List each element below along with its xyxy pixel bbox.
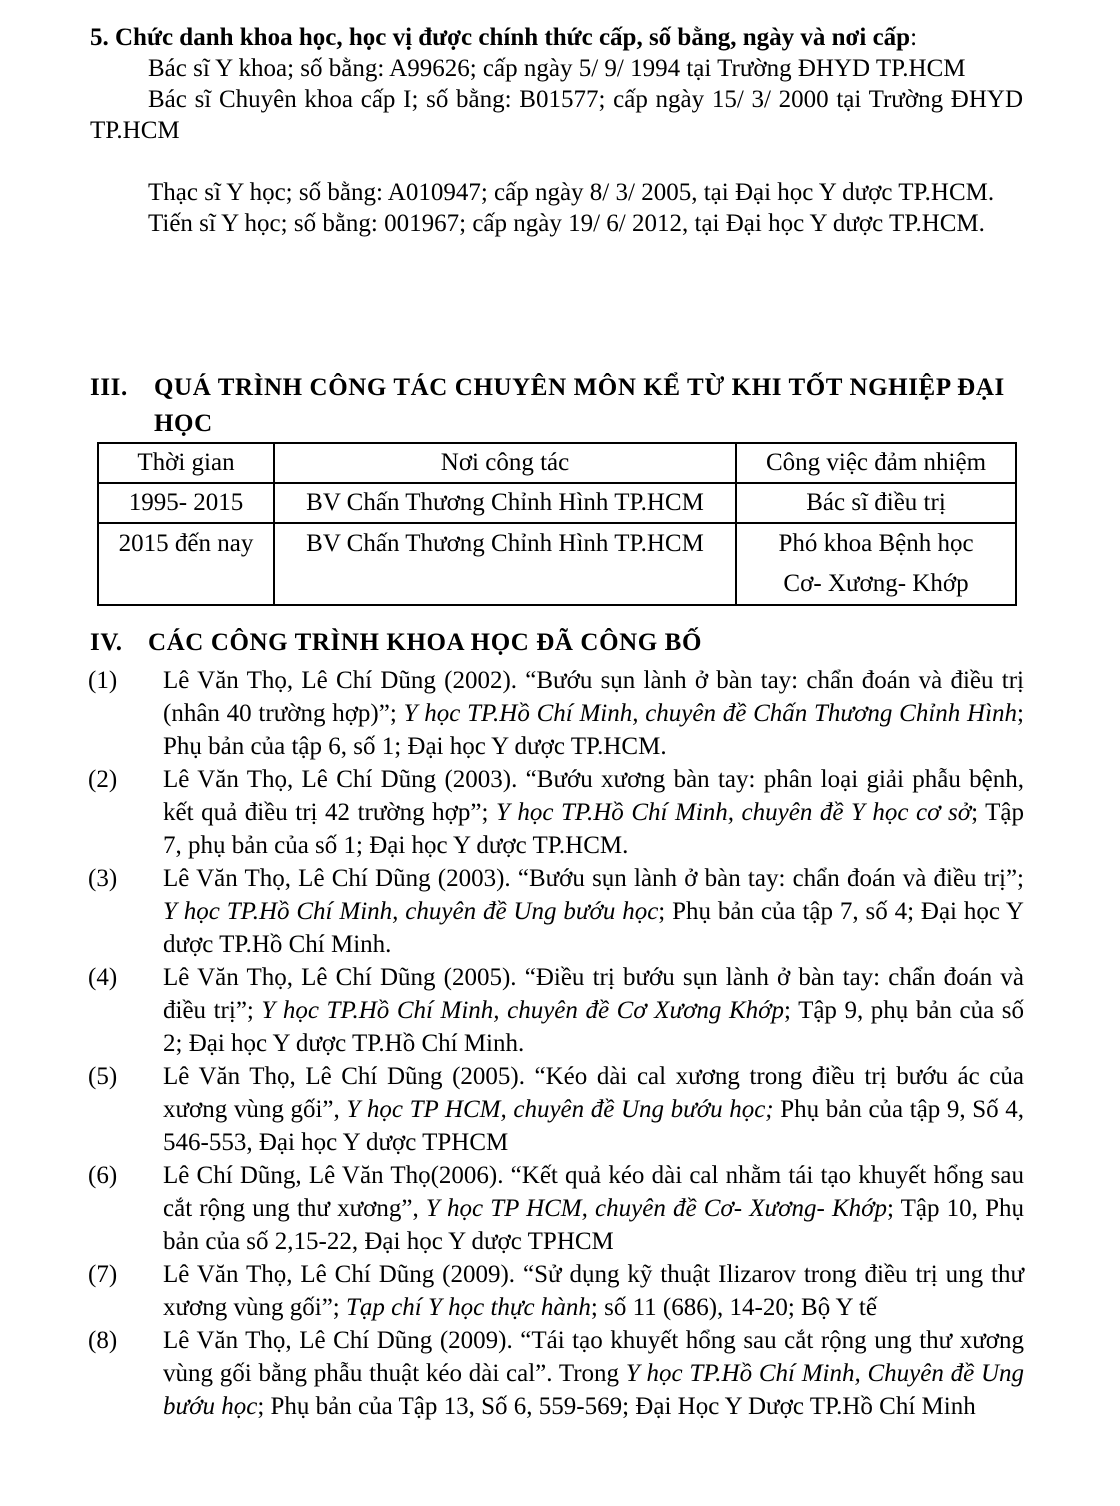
header-role: Công việc đảm nhiệm (736, 443, 1016, 483)
ref-authors-title: Lê Văn Thọ, Lê Chí Dũng (2005). “Kéo dài cal xương trong điều trị bướu ác của xương vùng gối”, (163, 1063, 1024, 1123)
ref-journal: Y học TP.Hồ Chí Minh, chuyên đề Chấn Thương Chỉnh Hình (403, 700, 1018, 727)
ref-details: ; số 11 (686), 14-20; Bộ Y tế (590, 1294, 877, 1321)
section-3-title: QUÁ TRÌNH CÔNG TÁC CHUYÊN MÔN KỂ TỪ KHI TỐT NGHIỆP ĐẠI HỌC (154, 374, 1005, 437)
ref-journal: Y học TP.Hồ Chí Minh, chuyên đề Y học cơ sở (495, 799, 972, 826)
cell-time: 2015 đến nay (98, 523, 274, 605)
list-item (88, 1060, 1024, 1159)
ref-text (163, 862, 1024, 961)
list-item (88, 961, 1024, 1060)
table-header-row (98, 443, 1016, 483)
ref-number: (5) (88, 1063, 118, 1090)
ref-authors-title: Lê Chí Dũng, Lê Văn Thọ(2006). “Kết quả kéo dài cal nhằm tái tạo khuyết hổng sau cắt rộng ung thư xương”, (163, 1162, 1024, 1222)
list-item (88, 664, 1024, 763)
cell-workplace: BV Chấn Thương Chỉnh Hình TP.HCM (274, 523, 736, 605)
section-5 (90, 22, 1023, 239)
ref-authors-title: Lê Văn Thọ, Lê Chí Dũng (2009). “Sử dụng kỹ thuật Ilizarov trong điều trị ung thư xương vùng gối”; (163, 1261, 1024, 1321)
ref-number: (2) (88, 766, 118, 793)
ref-journal: Y học TP HCM, chuyên đề Cơ- Xương- Khớp (425, 1195, 887, 1222)
degree-line: Bác sĩ Y khoa; số bằng: A99626; cấp ngày 5/ 9/ 1994 tại Trường ĐHYD TP.HCM (148, 55, 966, 82)
section-4-title: CÁC CÔNG TRÌNH KHOA HỌC ĐÃ CÔNG BỐ (148, 629, 703, 656)
section-4-number: IV. (90, 629, 123, 656)
cell-role-line: Phó khoa Bệnh học (778, 530, 974, 557)
ref-details: ; Tập 10, Phụ bản của số 2,15-22, Đại học Y dược TPHCM (163, 1195, 1024, 1255)
ref-number: (3) (88, 865, 118, 892)
ref-number: (1) (88, 667, 118, 694)
cell-role-line: Cơ- Xương- Khớp (783, 570, 969, 597)
table-row (98, 523, 1016, 605)
ref-journal: Y học TP.Hồ Chí Minh, Chuyên đề Ung bướu học (163, 1360, 1025, 1420)
work-history-table (97, 442, 1017, 606)
list-item (88, 763, 1024, 862)
ref-journal: Y học TP HCM, chuyên đề Ung bướu học; (346, 1096, 774, 1123)
ref-journal: Tạp chí Y học thực hành (346, 1294, 591, 1321)
cell-role (736, 523, 1016, 605)
header-workplace: Nơi công tác (274, 443, 736, 483)
ref-text (163, 1258, 1024, 1324)
section-4-heading (90, 626, 1023, 660)
ref-text (163, 961, 1024, 1060)
section-5-title-text: 5. Chức danh khoa học, học vị được chính thức cấp, số bằng, ngày và nơi cấp (90, 24, 911, 51)
ref-number: (8) (88, 1327, 118, 1354)
degree-line: Bác sĩ Chuyên khoa cấp I; số bằng: B01577; cấp ngày 15/ 3/ 2000 tại Trường ĐHYD TP.HCM (90, 86, 1023, 144)
cell-time: 1995- 2015 (98, 483, 274, 523)
ref-details: ; Tập 7, phụ bản của số 1; Đại học Y dược TP.HCM. (163, 799, 1024, 859)
section-5-title-colon: : (910, 24, 918, 51)
ref-details: Phụ bản của tập 9, Số 4, 546-553, Đại học Y dược TPHCM (163, 1096, 1025, 1156)
ref-number: (6) (88, 1162, 118, 1189)
ref-text (163, 763, 1024, 862)
ref-number: (4) (88, 964, 118, 991)
table-row (98, 483, 1016, 523)
ref-text (163, 1060, 1024, 1159)
ref-authors-title: Lê Văn Thọ, Lê Chí Dũng (2003). “Bướu sụn lành ở bàn tay: chẩn đoán và điều trị”; (163, 865, 1024, 892)
list-item (88, 1258, 1024, 1324)
cell-workplace: BV Chấn Thương Chỉnh Hình TP.HCM (274, 483, 736, 523)
list-item (88, 1324, 1024, 1423)
ref-authors-title: Lê Văn Thọ, Lê Chí Dũng (2009). “Tái tạo khuyết hổng sau cắt rộng ung thư xương vùng gối bằng phẫu thuật kéo dài cal”. Trong (163, 1327, 1024, 1387)
ref-text (163, 1324, 1024, 1423)
section-3-heading (90, 370, 1023, 442)
section-3-number: III. (90, 374, 128, 401)
ref-authors-title: Lê Văn Thọ, Lê Chí Dũng (2005). “Điều trị bướu sụn lành ở bàn tay: chẩn đoán và điều trị”; (163, 964, 1024, 1024)
ref-details: ; Phụ bản của tập 7, số 4; Đại học Y dược TP.Hồ Chí Minh. (163, 898, 1024, 958)
list-item (88, 862, 1024, 961)
ref-details: ; Phụ bản của Tập 13, Số 6, 559-569; Đại Học Y Dược TP.Hồ Chí Minh (257, 1393, 976, 1420)
ref-text (163, 1159, 1024, 1258)
degree-line: Thạc sĩ Y học; số bằng: A010947; cấp ngày 8/ 3/ 2005, tại Đại học Y dược TP.HCM. (148, 179, 995, 206)
cell-role: Bác sĩ điều trị (736, 483, 1016, 523)
list-item (88, 1159, 1024, 1258)
section-5-title (90, 22, 1023, 53)
ref-details: ; Tập 9, phụ bản của số 2; Đại học Y dược TP.Hồ Chí Minh. (163, 997, 1024, 1057)
ref-text (163, 664, 1024, 763)
ref-authors-title: Lê Văn Thọ, Lê Chí Dũng (2002). “Bướu sụn lành ở bàn tay: chẩn đoán và điều trị (nhân 40 trường hợp)”; (163, 667, 1024, 727)
ref-details: ; Phụ bản của tập 6, số 1; Đại học Y dược TP.HCM. (163, 700, 1024, 760)
ref-journal: Y học TP.Hồ Chí Minh, chuyên đề Cơ Xương Khớp (261, 997, 785, 1024)
ref-number: (7) (88, 1261, 118, 1288)
ref-journal: Y học TP.Hồ Chí Minh, chuyên đề Ung bướu học (163, 898, 659, 925)
ref-authors-title: Lê Văn Thọ, Lê Chí Dũng (2003). “Bướu xương bàn tay: phân loại giải phẫu bệnh, kết quả điều trị 42 trường hợp”; (163, 766, 1024, 826)
header-time: Thời gian (98, 443, 274, 483)
degree-line: Tiến sĩ Y học; số bằng: 001967; cấp ngày 19/ 6/ 2012, tại Đại học Y dược TP.HCM. (148, 210, 985, 237)
publication-list (88, 664, 1024, 1423)
